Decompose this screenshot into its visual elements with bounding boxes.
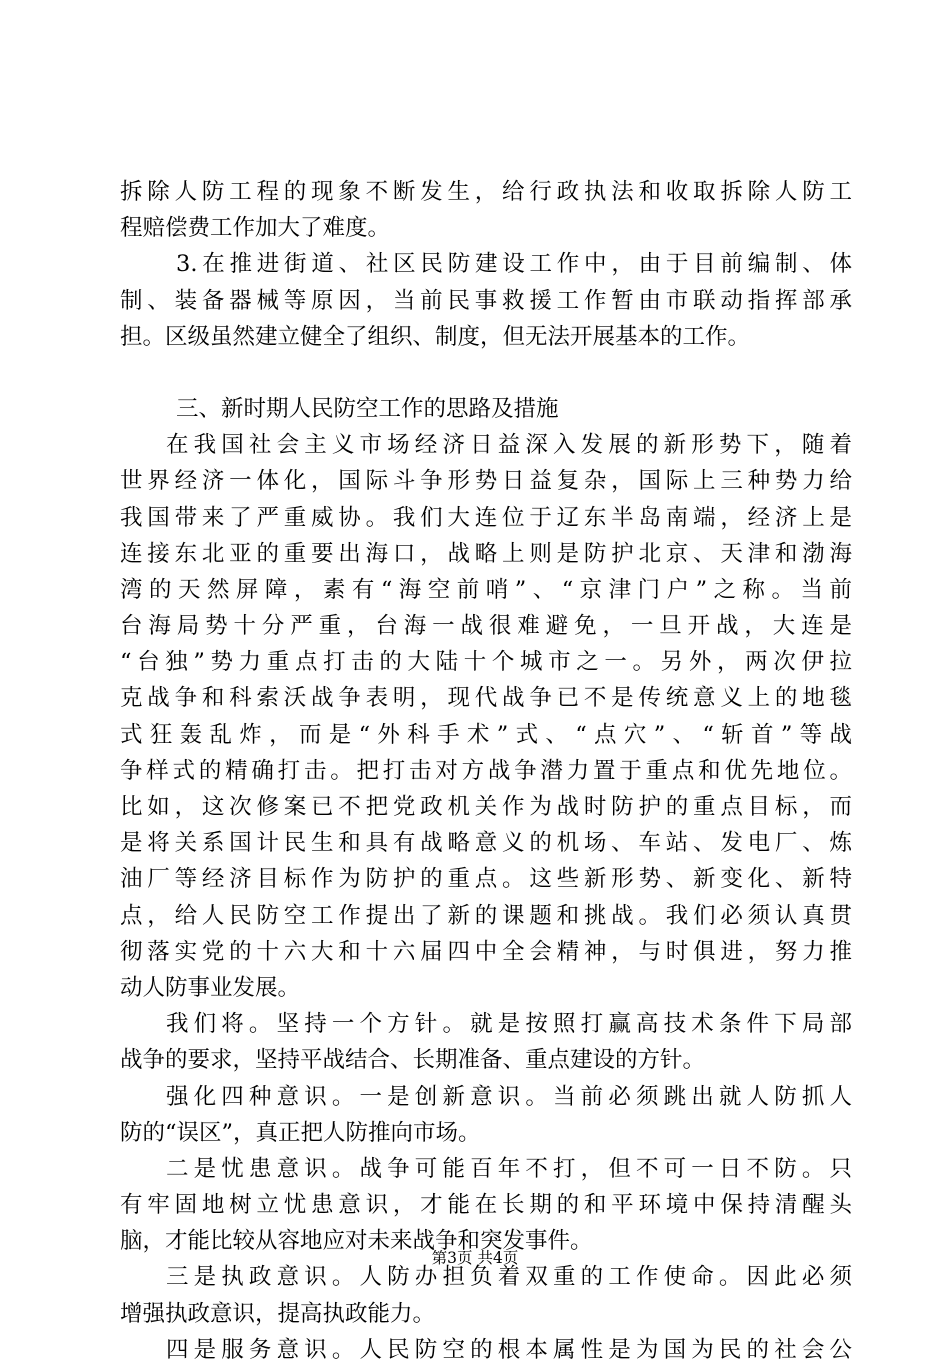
page-footer: 第3页 共4页	[431, 1249, 519, 1267]
section-heading: 三、新时期人民防空工作的思路及措施	[176, 395, 559, 422]
text-line: 拆除人防工程的现象不断发生，给行政执法和收取拆除人防工	[120, 179, 852, 205]
text-line: 世界经济一体化，国际斗争形势日益复杂，国际上三种势力给	[120, 468, 852, 495]
text-line: 战争的要求，坚持平战结合、长期准备、重点建设的方针。	[120, 1047, 706, 1074]
text-line: 3.在推进街道、社区民防建设工作中，由于目前编制、体	[176, 251, 852, 278]
text-line: 强化四种意识。一是创新意识。当前必须跳出就人防抓人	[166, 1083, 852, 1110]
text-line: 二是忧患意识。战争可能百年不打，但不可一日不防。只	[166, 1155, 852, 1182]
text-line: 点，给人民防空工作提出了新的课题和挑战。我们必须认真贯	[120, 902, 852, 929]
text-line: 克战争和科索沃战争表明，现代战争已不是传统意义上的地毯	[120, 685, 852, 712]
text-line: 防的“误区”，真正把人防推向市场。	[120, 1119, 481, 1146]
text-line: 程赔偿费工作加大了难度。	[120, 215, 391, 242]
text-line: 争样式的精确打击。把打击对方战争潜力置于重点和优先地位。	[120, 757, 852, 784]
text-line: 比如，这次修案已不把党政机关作为战时防护的重点目标，而	[120, 794, 852, 820]
text-line: 连接东北亚的重要出海口，战略上则是防护北京、天津和渤海	[120, 540, 852, 567]
text-line: 制、装备器械等原因，当前民事救援工作暂由市联动指挥部承	[120, 287, 852, 314]
text-line: 增强执政意识，提高执政能力。	[120, 1300, 436, 1327]
text-line: 彻落实党的十六大和十六届四中全会精神，与时俱进，努力推	[120, 938, 852, 965]
text-line: 我们将。坚持一个方针。就是按照打赢高技术条件下局部	[166, 1011, 852, 1038]
document-body	[120, 174, 852, 1368]
text-line: 脑，才能比较从容地应对未来战争和突发事件。	[120, 1228, 593, 1255]
text-line: “台独”势力重点打击的大陆十个城市之一。另外，两次伊拉	[120, 649, 852, 676]
text-line: 在我国社会主义市场经济日益深入发展的新形势下，随着	[166, 432, 852, 459]
paragraph-gap	[120, 355, 852, 391]
text-line: 三是执政意识。人防办担负着双重的工作使命。因此必须	[166, 1264, 852, 1291]
text-line: 湾的天然屏障，素有“海空前哨”、“京津门户”之称。当前	[120, 576, 852, 603]
text-line: 四是服务意识。人民防空的根本属性是为国为民的社会公	[166, 1336, 852, 1363]
text-line: 式狂轰乱炸，而是“外科手术”式、“点穴”、“斩首”等战	[120, 721, 852, 748]
text-line: 台海局势十分严重，台海一战很难避免，一旦开战，大连是	[120, 613, 852, 640]
text-line: 有牢固地树立忧患意识，才能在长期的和平环境中保持清醒头	[120, 1192, 852, 1219]
text-line: 油厂等经济目标作为防护的重点。这些新形势、新变化、新特	[120, 866, 852, 893]
text-line: 动人防事业发展。	[120, 974, 301, 1001]
text-line: 是将关系国计民生和具有战略意义的机场、车站、发电厂、炼	[120, 830, 852, 857]
text-line: 我国带来了严重威协。我们大连位于辽东半岛南端，经济上是	[120, 504, 852, 531]
text-line: 担。区级虽然建立健全了组织、制度，但无法开展基本的工作。	[120, 323, 751, 350]
